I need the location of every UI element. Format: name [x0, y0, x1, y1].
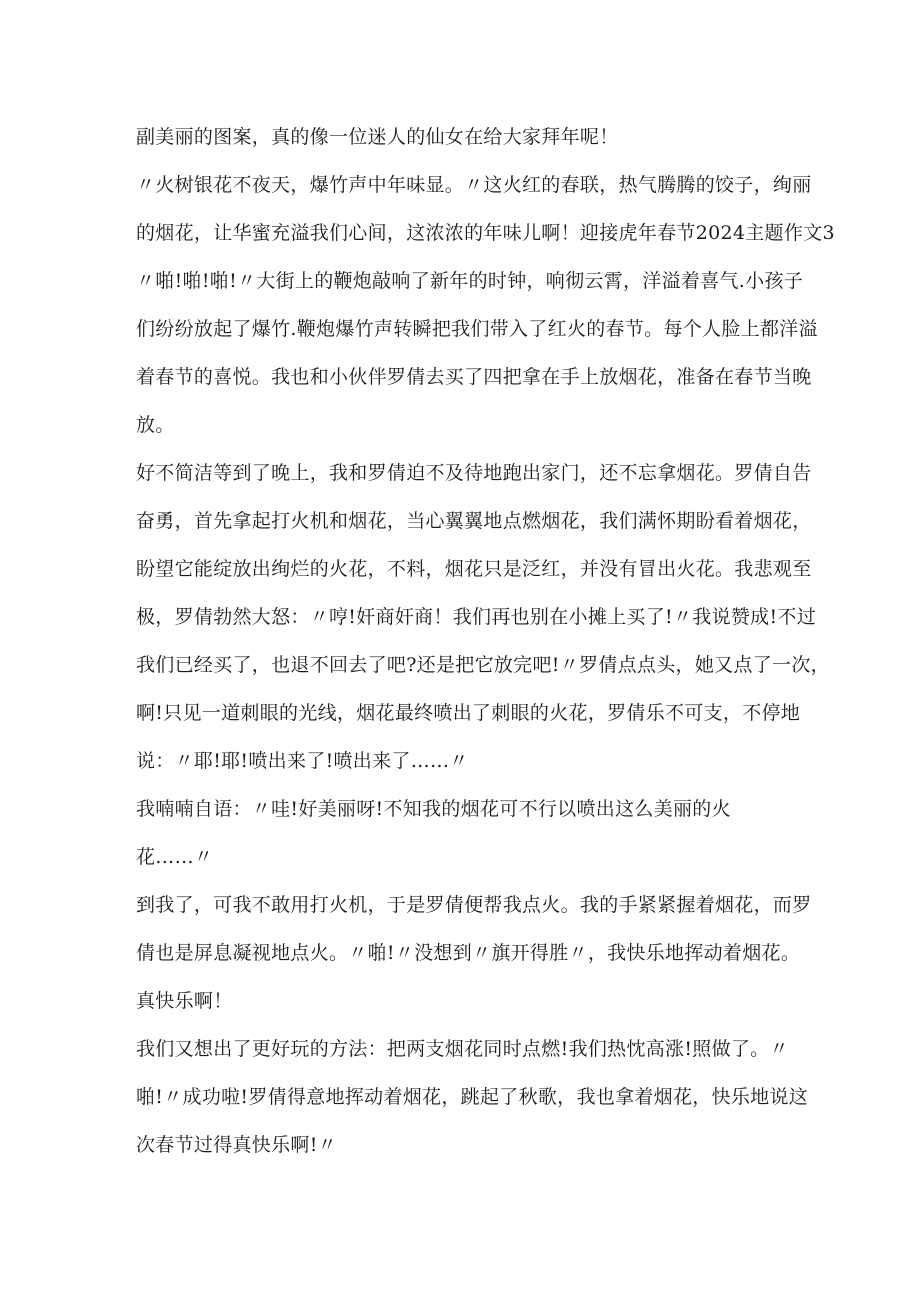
text-line: 奋勇，首先拿起打火机和烟花，当心翼翼地点燃烟花，我们满怀期盼看着烟花，	[136, 510, 812, 532]
text-line: 好不简洁等到了晚上，我和罗倩迫不及待地跑出家门，还不忘拿烟花。罗倩自告	[136, 462, 812, 484]
text-line: 我们已经买了，也退不回去了吧?还是把它放完吧!〃罗倩点点头，她又点了一次，	[136, 654, 830, 676]
text-line: 副美丽的图案，真的像一位迷人的仙女在给大家拜年呢！	[136, 126, 619, 148]
text-line: 啊!只见一道刺眼的光线，烟花最终喷出了刺眼的火花，罗倩乐不可支，不停地	[136, 702, 801, 724]
text-line: 说：〃耶!耶!喷出来了!喷出来了……〃	[136, 750, 469, 772]
text-line: 啪!〃成功啦!罗倩得意地挥动着烟花，跳起了秋歌，我也拿着烟花，快乐地说这	[136, 1086, 809, 1108]
text-line: 极，罗倩勃然大怒：〃哼!奸商奸商！我们再也别在小摊上买了!〃我说赞成!不过	[136, 606, 817, 628]
text-line: 我们又想出了更好玩的方法：把两支烟花同时点燃!我们热忱高涨!照做了。〃	[136, 1038, 789, 1060]
text-line: 次春节过得真快乐啊!〃	[136, 1134, 337, 1156]
text-line: 盼望它能绽放出绚烂的火花，不料，烟花只是泛红，并没有冒出火花。我悲观至	[136, 558, 812, 580]
text-line: 花……〃	[136, 846, 214, 868]
text-line: 真快乐啊！	[136, 990, 233, 1012]
text-line: 着春节的喜悦。我也和小伙伴罗倩去买了四把拿在手上放烟花，准备在春节当晚	[136, 366, 812, 388]
text-line: 到我了，可我不敢用打火机，于是罗倩便帮我点火。我的手紧紧握着烟花，而罗	[136, 894, 812, 916]
text-line: 〃火树银花不夜天，爆竹声中年味显。〃这火红的春联，热气腾腾的饺子，绚丽	[136, 174, 812, 196]
text-line: 们纷纷放起了爆竹.鞭炮爆竹声转瞬把我们带入了红火的春节。每个人脸上都洋溢	[136, 318, 818, 340]
text-line: 我喃喃自语：〃哇!好美丽呀!不知我的烟花可不行以喷出这么美丽的火	[136, 798, 731, 820]
text-line: 的烟花，让华蜜充溢我们心间，这浓浓的年味儿啊！迎接虎年春节2024主题作文3	[136, 222, 835, 244]
text-line: 倩也是屏息凝视地点火。〃啪!〃没想到〃旗开得胜〃，我快乐地挥动着烟花。	[136, 942, 801, 964]
text-line: 〃啪!啪!啪!〃大街上的鞭炮敲响了新年的时钟，响彻云霄，洋溢着喜气.小孩子	[136, 270, 804, 292]
text-line: 放。	[136, 414, 175, 436]
